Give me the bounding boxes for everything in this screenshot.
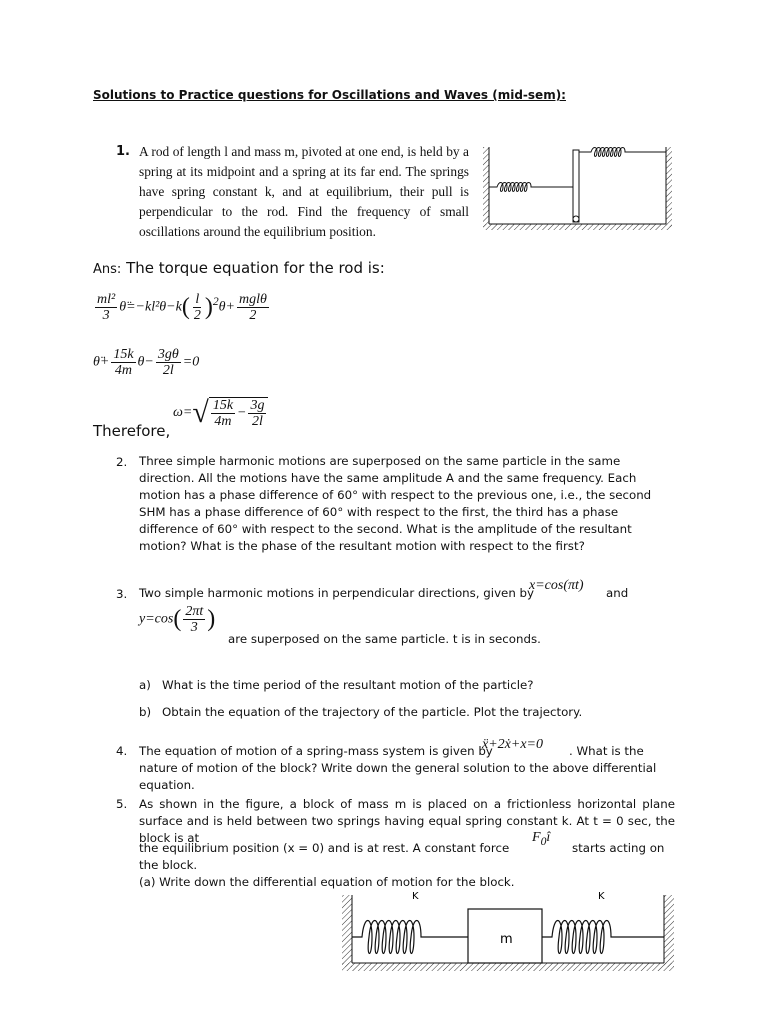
rod-spring-figure: [483, 142, 675, 234]
y-equation: y=cos( $\frac{2\pi t}{3}$ ): [139, 604, 216, 635]
therefore-label: Therefore,: [93, 422, 171, 440]
question-5-text-c: starts acting on the block.: [139, 841, 665, 872]
force-term: $F_0î$: [532, 830, 551, 848]
question-4-text-b: . What is the nature of motion of the block? Write down the general solution to the above differential equation.: [139, 744, 657, 792]
question-4-text-a: The equation of motion of a spring-mass system is given by: [139, 744, 493, 758]
question-3-text-c: are superposed on the same particle. t is in seconds.: [228, 632, 541, 646]
question-3a-label: a): [139, 678, 151, 692]
answer-text: The torque equation for the rod is:: [126, 259, 385, 277]
spring-left-label: K: [412, 891, 419, 902]
question-3-number: 3.: [116, 587, 128, 601]
torque-equation: $\frac{\text{ml²}}{3}$ θ̈=−kl²θ−k( $\frac{l}{2}$ )$^2$θ+ $\frac{\text{mglθ}}{2}$: [97, 292, 267, 323]
block-spring-figure: [340, 887, 676, 987]
page-title: Solutions to Practice questions for Oscillations and Waves (mid-sem):: [93, 88, 566, 102]
oscillation-equation: θ̈+ $\frac{15k}{4m}$ θ− $\frac{3g\theta}{2l}$ =0: [93, 347, 200, 378]
mass-label: m: [500, 932, 513, 947]
question-3a-text: What is the time period of the resultant motion of the particle?: [162, 678, 534, 692]
x-equation: x=cos(πt): [529, 578, 584, 593]
question-2-number: 2.: [116, 455, 128, 469]
answer-line: [93, 259, 385, 277]
question-1-text: A rod of length l and mass m, pivoted at one end, is held by a spring at its midpoint and a spring at its far end. The springs have spring constant k, and at equilibrium, their pull is perpendicular to the rod. Find the frequency of small oscillations around the equilibrium position.: [139, 144, 469, 239]
question-2-text: Three simple harmonic motions are superposed on the same particle in the same direction. All the motions have the same amplitude A and the same frequency. Each motion has a phase difference of 60° with respect to the previous one, i.e., the second SHM has a phase difference of 60° with respect to the first, the third has a phase difference of 60° with respect to the second. What is the amplitude of the resultant motion? What is the phase of the resultant motion with respect to the first?: [139, 454, 652, 553]
question-3b-label: b): [139, 705, 152, 719]
spring-right-label: K: [598, 891, 605, 902]
question-5a-text: (a) Write down the differential equation of motion for the block.: [139, 875, 515, 889]
answer-label: Ans:: [93, 262, 122, 277]
question-5-text-b: the equilibrium position (x = 0) and is at rest. A constant force: [139, 841, 510, 855]
question-5-text-a: As shown in the figure, a block of mass m is placed on a frictionless horizontal plane surface and is held between two springs having equal spring constant k. At t = 0 sec, the block is at: [139, 797, 675, 845]
question-4-number: 4.: [116, 744, 128, 758]
omega-equation: ω=√ $\frac{15k}{4m}$ − $\frac{3g}{2l}$: [173, 396, 268, 430]
motion-equation: ẍ+2ẋ+x=0: [482, 737, 543, 752]
question-5-number: 5.: [116, 797, 128, 811]
question-3-text-a: Two simple harmonic motions in perpendicular directions, given by: [139, 586, 535, 600]
question-3-text-b: and: [606, 586, 629, 600]
question-3b-text: Obtain the equation of the trajectory of the particle. Plot the trajectory.: [162, 705, 583, 719]
question-1-number: 1.: [116, 144, 130, 159]
